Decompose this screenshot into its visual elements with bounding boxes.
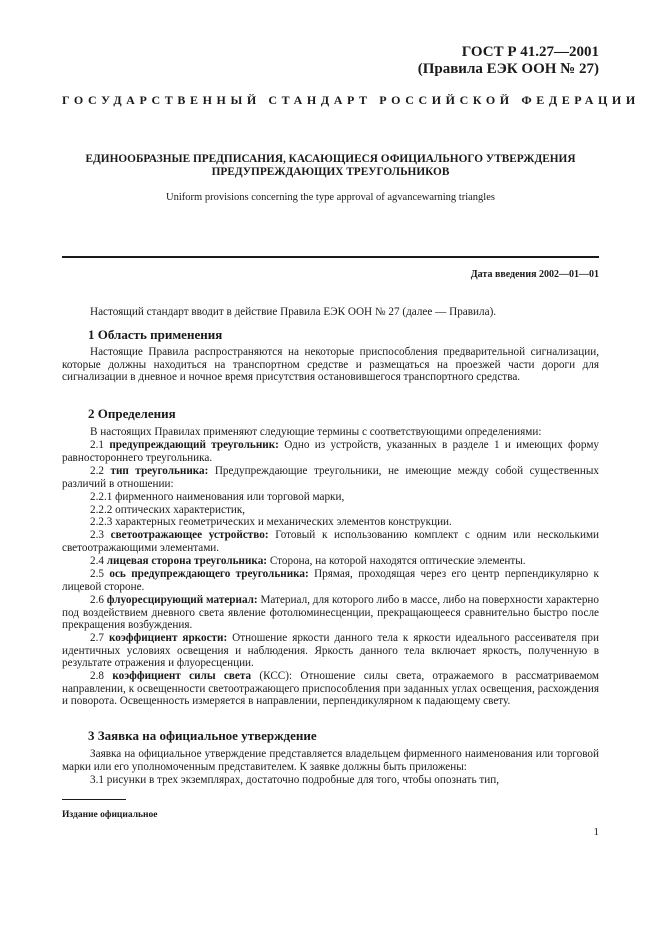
definition-2-2: 2.2 тип треугольника: Предупреждающие треугольники, не имеющие между собой существенных различий в отношении: (62, 465, 599, 490)
state-standard-banner: ГОСУДАРСТВЕННЫЙ СТАНДАРТ РОССИЙСКОЙ ФЕДЕРАЦИИ (62, 93, 640, 107)
section-2-heading: 2 Определения (88, 406, 176, 421)
section-2-intro: В настоящих Правилах применяют следующие термины с соответствующими определениями: (90, 426, 542, 438)
official-edition-label: Издание официальное (62, 810, 158, 820)
regulation-code: (Правила ЕЭК ООН № 27) (417, 61, 599, 77)
document-title-line2: ПРЕДУПРЕЖДАЮЩИХ ТРЕУГОЛЬНИКОВ (211, 166, 450, 178)
footer-divider (62, 799, 126, 800)
definition-2-8: 2.8 коэффициент силы света (КСС): Отношение силы света, отражаемого в рассматриваемом направлении, к освещенности светоотражающего приспособления при заданных углах освещения, расхождения и поворота. Освещенность измеряется в направлении, перпендикулярном к падающему свету. (62, 670, 600, 708)
definition-2-3: 2.3 светоотражающее устройство: Готовый к использованию комплект с одним или несколькими светоотражающими элементами. (62, 529, 600, 554)
section-3-heading: 3 Заявка на официальное утверждение (88, 728, 317, 743)
intro-paragraph: Настоящий стандарт вводит в действие Правила ЕЭК ООН № 27 (далее — Правила). (90, 306, 497, 318)
english-title: Uniform provisions concerning the type approval of agvancewarning triangles (166, 192, 495, 203)
introduction-date: Дата введения 2002—01—01 (470, 269, 599, 280)
definition-2-2-2: 2.2.2 оптических характеристик, (90, 504, 246, 516)
definition-2-5: 2.5 ось предупреждающего треугольника: Прямая, проходящая через его центр перпендикулярно к лицевой стороне. (62, 568, 599, 593)
definition-2-2-3: 2.2.3 характерных геометрических и механических элементов конструкции. (90, 516, 452, 528)
definition-2-7: 2.7 коэффициент яркости: Отношение яркости данного тела к яркости идеального рассеивателя при идентичных условиях освещения и наблюдения. Яркость данного тела включает яркость, полученную в результате отражения и флуоресценции. (62, 632, 600, 670)
header-divider (62, 256, 599, 258)
definition-2-4: 2.4 лицевая сторона треугольника: Сторона, на которой находятся оптические элементы. (90, 555, 526, 567)
section-1-heading: 1 Область применения (88, 327, 223, 342)
item-3-1: 3.1 рисунки в трех экземплярах, достаточно подробные для того, чтобы опознать тип, (90, 774, 500, 786)
definition-2-1: 2.1 предупреждающий треугольник: Одно из устройств, указанных в разделе 1 и имеющих форму равностороннего треугольника. (62, 439, 599, 464)
definition-2-6: 2.6 флуоресцирующий материал: Материал, для которого либо в массе, либо на поверхности характерно под воздействием дневного света явление фотолюминесценции, прекращающееся сравнительно быстро после прекращения возбуждения. (62, 594, 599, 632)
definition-2-2-1: 2.2.1 фирменного наименования или торговой марки, (90, 491, 345, 503)
standard-code: ГОСТ Р 41.27—2001 (461, 44, 599, 60)
document-title-line1: ЕДИНООБРАЗНЫЕ ПРЕДПИСАНИЯ, КАСАЮЩИЕСЯ ОФИЦИАЛЬНОГО УТВЕРЖДЕНИЯ (85, 153, 576, 165)
section-1-text: Настоящие Правила распространяются на некоторые приспособления предварительной сигнализации, которые должны находиться на транспортном средстве и размещаться на проезжей части дороги для сигнализации в дневное и ночное время присутствия остановившегося транспортного средства. (62, 346, 599, 384)
section-3-text: Заявка на официальное утверждение представляется владельцем фирменного наименования или торговой марки или его уполномоченным представителем. К заявке должны быть приложены: (62, 748, 599, 773)
page-number: 1 (593, 826, 599, 838)
